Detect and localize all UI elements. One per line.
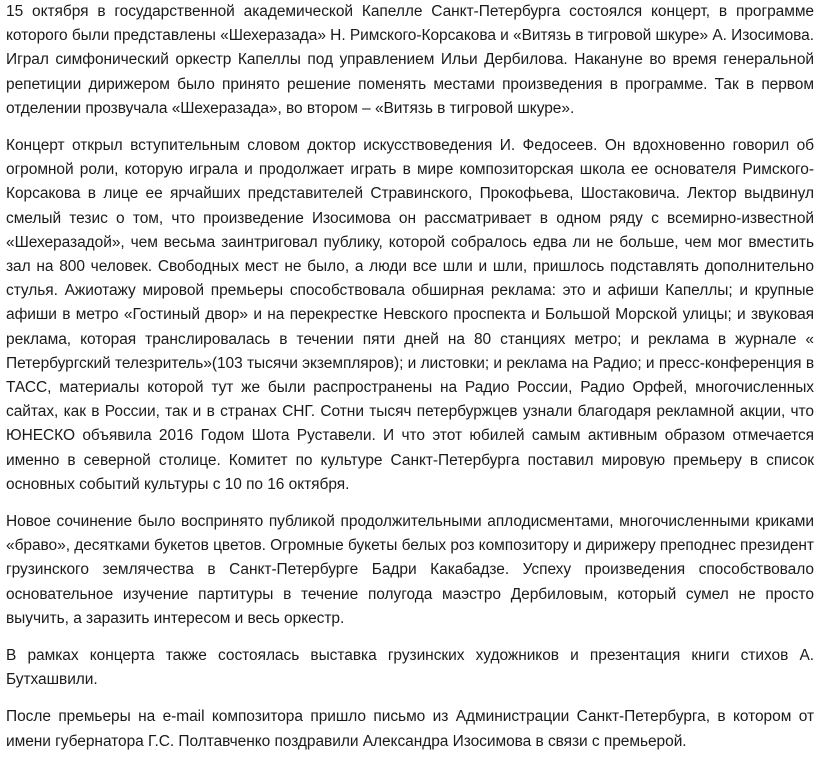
paragraph-exhibition: В рамках концерта также состоялась выставка грузинских художников и презентация книги стихов А. Бутхашвили. [6, 647, 814, 689]
paragraph-concert-announcement: 15 октября в государственной академической Капелле Санкт-Петербурга состоялся концерт, в программе которого были представлены «Шехеразада» Н. Римского-Корсакова и «Витязь в тигровой шкуре» А. Изосимова. Играл симфонический оркестр Капеллы под управлением Ильи Дербилова. Накануне во время генеральной репетиции дирижером было принято решение поменять местами произведения в программе. Так в первом отделении прозвучала «Шехеразада», во втором – «Витязь в тигровой шкуре». [6, 3, 814, 117]
document-body [6, 0, 814, 767]
paragraph-congratulations: После премьеры на e-mail композитора пришло письмо из Администрации Санкт-Петербурга, в котором от имени губернатора Г.С. Полтавченко поздравили Александра Изосимова в связи с премьерой. [6, 708, 814, 750]
paragraph-audience-reception: Новое сочинение было воспринято публикой продолжительными аплодисментами, многочисленными криками «браво», десятками букетов цветов. Огромные букеты белых роз композитору и дирижеру преподнес президент грузинского землячества в Санкт-Петербурге Бадри Какабадзе. Успеху произведения способствовало основательное изучение партитуры в течение полугода маэстро Дербиловым, который сумел не просто выучить, а заразить интересом и весь оркестр. [6, 513, 814, 627]
paragraph-opening-lecture: Концерт открыл вступительным словом доктор искусствоведения И. Федосеев. Он вдохновенно говорил об огромной роли, которую играла и продолжает играть в мире композиторская школа ее основателя Римского-Корсакова в лице ее ярчайших представителей Стравинского, Прокофьева, Шостаковича. Лектор выдвинул смелый тезис о том, что произведение Изосимова он рассматривает в одном ряду с всемирно-известной «Шехеразадой», чем весьма заинтриговал публику, которой собралось едва ли не больше, чем мог вместить зал на 800 человек. Свободных мест не было, а люди все шли и шли, пришлось подставлять дополнительно стулья. Ажиотажу мировой премьеры способствовала обширная реклама: это и афиши Капеллы; и крупные афиши в метро «Гостиный двор» и на перекрестке Невского проспекта и Большой Морской улицы; и звуковая реклама, которая транслировалась в течении пяти дней на 80 станциях метро; и реклама в журнале « Петербургский телезритель»(103 тысячи экземпляров); и листовки; и реклама на Радио; и пресс-конференция в ТАСС, материалы которой тут же были распространены на Радио России, Радио Орфей, многочисленных сайтах, как в России, так и в странах СНГ. Сотни тысяч петербуржцев узнали благодаря рекламной акции, что ЮНЕСКО объявила 2016 Годом Шота Руставели. И что этот юбилей самым активным образом отмечается именно в северной столице. Комитет по культуре Санкт-Петербурга поставил мировую премьеру в список основных событий культуры с 10 по 16 октября. [6, 137, 814, 493]
